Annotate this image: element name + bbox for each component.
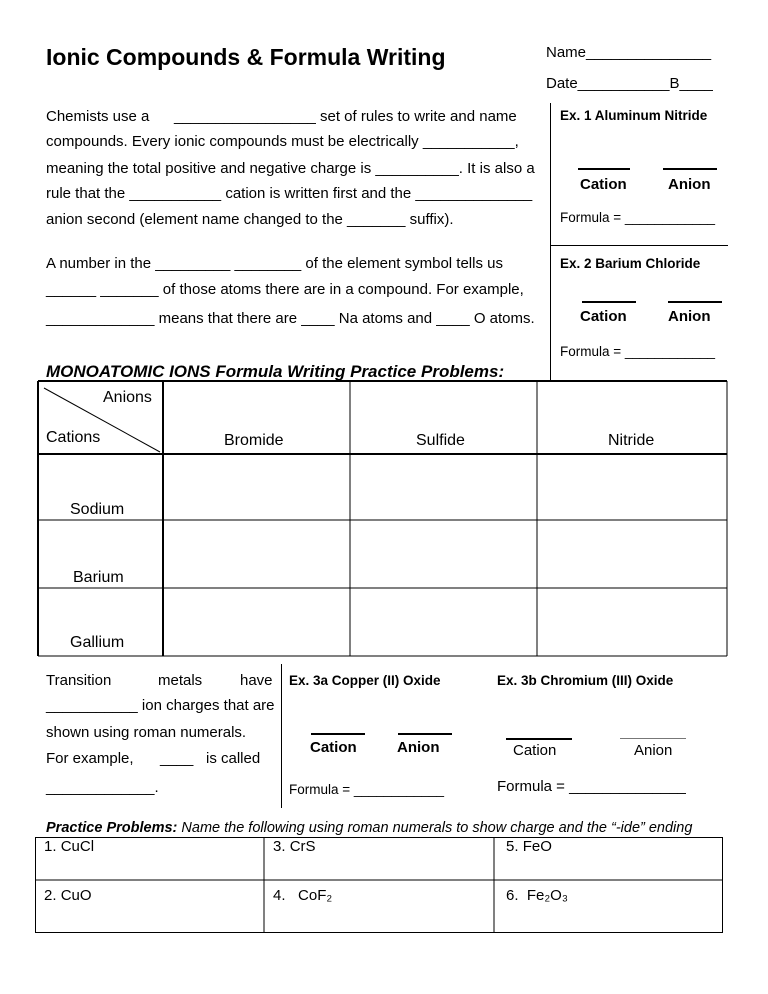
ex2-title: Ex. 2 Barium Chloride bbox=[560, 256, 701, 271]
ex2-anion-label: Anion bbox=[668, 308, 711, 325]
grid-row-sodium: Sodium bbox=[70, 501, 125, 518]
grid-col-bromide: Bromide bbox=[224, 432, 284, 449]
grid-col-sulfide: Sulfide bbox=[416, 432, 465, 449]
intro-line-3: meaning the total positive and negative charge is __________. It is also a bbox=[46, 160, 535, 177]
page-title: Ionic Compounds & Formula Writing bbox=[46, 44, 446, 70]
intro-line-1b: _________________ set of rules to write and name bbox=[174, 108, 517, 125]
intro-line-8: _____________ means that there are ____ Na atoms and ____ O atoms. bbox=[46, 310, 535, 327]
grid-anions-label: Anions bbox=[103, 389, 152, 406]
practice-heading: Practice Problems: Name the following using roman numerals to show charge and the “-ide” ending bbox=[46, 820, 693, 836]
intro-line-7: ______ _______ of those atoms there are in a compound. For example, bbox=[46, 281, 524, 298]
transition-line-1a: Transition bbox=[46, 672, 112, 689]
ex2-formula: Formula = ____________ bbox=[560, 344, 715, 359]
practice-item-3: 3. CrS bbox=[273, 838, 316, 855]
ex1-title: Ex. 1 Aluminum Nitride bbox=[560, 108, 708, 123]
intro-line-4: rule that the ___________ cation is written first and the ______________ bbox=[46, 185, 533, 202]
practice-item-5: 5. FeO bbox=[506, 838, 552, 855]
ex1-formula: Formula = ____________ bbox=[560, 210, 715, 225]
intro-line-1a: Chemists use a bbox=[46, 108, 150, 125]
grid-row-gallium: Gallium bbox=[70, 634, 125, 651]
practice-item-6: 6. Fe₂O₃ bbox=[506, 887, 568, 904]
practice-item-1: 1. CuCl bbox=[44, 838, 95, 855]
ex3a-anion-label: Anion bbox=[397, 739, 440, 756]
ex2-cation-label: Cation bbox=[580, 308, 627, 325]
transition-line-2: ___________ ion charges that are bbox=[46, 697, 275, 714]
intro-line-6: A number in the _________ ________ of the element symbol tells us bbox=[46, 255, 503, 272]
practice-item-4: 4. CoF₂ bbox=[273, 887, 333, 904]
ex3b-formula: Formula = ______________ bbox=[497, 778, 686, 795]
practice-item-2: 2. CuO bbox=[44, 887, 92, 904]
ex1-anion-label: Anion bbox=[668, 176, 711, 193]
transition-line-4a: For example, bbox=[46, 750, 134, 767]
ex3b-anion-label: Anion bbox=[634, 742, 673, 759]
transition-line-5: _____________. bbox=[46, 779, 159, 796]
transition-line-1c: have bbox=[240, 672, 273, 689]
date-field[interactable]: Date___________B____ bbox=[546, 75, 713, 92]
transition-line-3: shown using roman numerals. bbox=[46, 724, 247, 741]
transition-line-4c: is called bbox=[206, 750, 261, 767]
grid-row-barium: Barium bbox=[73, 569, 124, 586]
ex3a-cation-label: Cation bbox=[310, 739, 357, 756]
grid-cations-label: Cations bbox=[46, 429, 101, 446]
ex3b-title: Ex. 3b Chromium (III) Oxide bbox=[497, 673, 674, 688]
intro-line-2: compounds. Every ionic compounds must be electrically ___________, bbox=[46, 133, 519, 150]
transition-line-1b: metals bbox=[158, 672, 203, 689]
ex1-cation-label: Cation bbox=[580, 176, 627, 193]
ex3a-formula: Formula = ____________ bbox=[289, 782, 444, 797]
intro-line-5: anion second (element name changed to the _______ suffix). bbox=[46, 211, 454, 228]
ex3a-title: Ex. 3a Copper (II) Oxide bbox=[289, 673, 441, 688]
grid-heading: MONOATOMIC IONS Formula Writing Practice Problems: bbox=[46, 362, 505, 381]
name-field[interactable]: Name_______________ bbox=[546, 44, 712, 61]
ex3b-cation-label: Cation bbox=[513, 742, 557, 759]
transition-line-4b: ____ bbox=[160, 750, 194, 767]
grid-col-nitride: Nitride bbox=[608, 432, 655, 449]
